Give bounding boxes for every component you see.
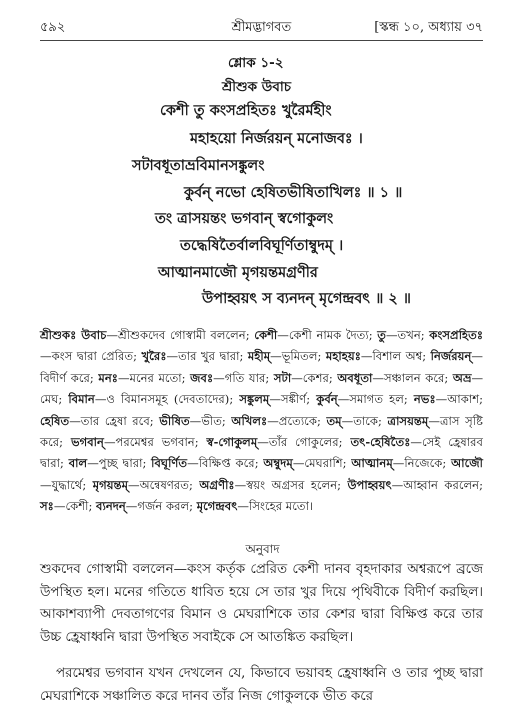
synonym-word: বাল	[68, 456, 88, 471]
synonym-meaning: —পরমেশ্বর ভগবান	[103, 435, 195, 450]
synonym-entry	[326, 414, 378, 428]
synonym-entry	[159, 414, 222, 428]
synonym-word: তম্	[326, 413, 342, 428]
book-title: শ্রীমদ্ভাগবত	[231, 20, 292, 35]
synonym-meaning: —মেঘ	[40, 370, 484, 407]
synonym-meaning: —আকাশ	[435, 392, 480, 407]
translation-text: শুকদেব গোস্বামী বললেন—কংস কর্তৃক প্রেরিত কেশী দানব বৃহদাকার অশ্বরূপে ব্রজে উপস্থিত হল। মনের গতিতে ধাবিত হয়ে সে তার খুর দিয়ে পৃথিবীকে বিদীর্ণ করছিল। আকাশব্যাপী দেবতাগণের বিমান ও মেঘরাশিকে তার কেশর দ্বারা বিক্ষিপ্ত করে তার উচ্চ হ্রেষাধ্বনি দ্বারা উপস্থিত সবাইকে সে আতঙ্কিত করছিল।	[40, 562, 483, 645]
synonym-entry	[316, 392, 404, 406]
synonym-word: মহীম্	[247, 349, 271, 364]
synonym-entry	[254, 328, 368, 342]
synonym-word: অভ্র	[452, 370, 472, 385]
synonym-entry	[96, 499, 189, 513]
synonym-word: ব্যনদন্	[96, 499, 126, 514]
synonym-meaning: —গর্জন করল	[125, 499, 190, 514]
translation-heading: অনুবাদ	[245, 542, 280, 556]
synonym-meaning: —বিদীর্ণ করে	[40, 349, 483, 385]
synonym-entry	[414, 392, 479, 406]
synonym-entry	[337, 371, 444, 385]
synonym-meaning: —তখন	[385, 328, 421, 342]
synonym-meaning: —কংস দ্বারা প্রেরিত	[40, 349, 134, 364]
synonym-meaning: —কেশী	[53, 499, 89, 514]
synonym-word: হেষিত	[40, 413, 70, 428]
synonym-word: বিঘূর্ণিত	[151, 456, 188, 471]
word-for-word-synonyms: শ্রীশুকঃ উবাচ—শ্রীশুকদেব গোস্বামী বললেন; কেশী—কেশী নামক দৈত্য; তু—তখন; কংসপ্রহিতঃ—কংস দ্বারা প্রেরিত; খুরৈঃ—তার খুর দ্বারা; মহীম্—ভূমিতল; মহাহয়ঃ—বিশাল অশ্ব; নির্জরয়ন্—বিদীর্ণ করে; মনঃ—মনের মতো; জবঃ—গতি যার; সটা—কেশর; অবধূতা—সঞ্চালন করে; অভ্র—মেঘ; বিমান—ও বিমানসমূহ (দেবতাদের); সঙ্কুলম্—সঙ্কীর্ণ; কুর্বন্—সমাগত হল; নভঃ—আকাশ; হেষিত—তার হ্রেষা রবে; ভীষিত—ভীত; অখিলঃ—প্রত্যেকে; তম্—তাকে; ত্রাসয়ন্তম্—ত্রাস সৃষ্টি করে; ভগবান্—পরমেশ্বর ভগবান; স্ব-গোকুলম্—তাঁর গোকুলের; তৎ-হেষিতৈঃ—সেই হ্রেষারব দ্বারা; বাল—পুচ্ছ দ্বারা; বিঘূর্ণিত—বিক্ষিপ্ত করে; অম্বুদম্—মেঘরাশি; আত্মানম্—নিজেকে; আজৌ—যুদ্ধার্থে; মৃগয়ন্তম্—অন্বেষণরত; অগ্রণীঃ—স্বয়ং অগ্রসর হলেন; উপাহ্বয়ৎ—আহ্বান করলেন; সঃ—কেশী; ব্যনদন্—গর্জন করল; মৃগেন্দ্রবৎ—সিংহের মতো।	[40, 328, 484, 514]
synonym-word: তু	[377, 328, 386, 342]
chapter-reference: [স্কন্ধ ১০, অধ্যায় ৩৭	[374, 20, 483, 35]
synonym-word: ভীষিত	[159, 413, 190, 428]
synonym-entry	[377, 328, 421, 342]
synonym-meaning: —নিজেকে	[392, 456, 443, 471]
synonym-entry	[197, 499, 313, 513]
synonym-meaning: —সঙ্কীর্ণ	[269, 392, 307, 407]
verse-line: মহাহয়ো নির্জরয়ন্ মনোজবঃ ।	[190, 130, 363, 147]
synonym-meaning: —তাকে	[341, 413, 379, 428]
synonym-entry	[69, 456, 143, 470]
synonym-meaning: —সমাগত হল	[337, 392, 404, 407]
synonym-word: বিমান	[68, 392, 95, 407]
synonym-word: নির্জরয়ন্	[430, 349, 472, 364]
verse-line: তং ত্রাসয়ন্তং ভগবান্ স্বগোকুলং	[155, 210, 334, 227]
synonym-entry	[40, 499, 88, 513]
synonym-entry	[248, 349, 318, 363]
synonym-meaning: —গতি যার	[213, 370, 266, 385]
synonym-entry	[239, 392, 306, 406]
synonym-word: মৃগয়ন্তম্	[92, 477, 129, 492]
synonym-word: অখিলঃ	[231, 413, 268, 428]
synonym-entry	[151, 456, 255, 470]
synonym-word: উপাহ্বয়ৎ	[347, 477, 392, 492]
purport-text: পরমেশ্বর ভগবান যখন দেখলেন যে, কিভাবে ভয়াবহ হ্রেষাধ্বনি ও তার পুচ্ছ দ্বারা মেঘরাশিকে সঞ্চালিত করে দানব তাঁর নিজ গোকুলকে ভীত করে	[40, 666, 483, 704]
synonym-word: নভঃ	[413, 392, 436, 407]
synonym-word: কুর্বন্	[316, 392, 338, 407]
synonym-entry	[263, 456, 342, 470]
synonym-entry	[98, 371, 181, 385]
synonym-word: মৃগেন্দ্রবৎ	[196, 499, 238, 514]
synonym-word: ভগবান্	[70, 435, 104, 450]
synonym-word: আত্মানম্	[351, 456, 393, 471]
synonym-word: খুরৈঃ	[141, 349, 167, 364]
synonym-word: মনঃ	[98, 370, 118, 385]
synonym-meaning: —পুচ্ছ দ্বারা	[87, 456, 143, 471]
synonym-meaning: —ভূমিতল	[270, 349, 318, 364]
synonym-word: মহাহয়ঃ	[325, 349, 361, 364]
synonym-meaning: —সেই হ্রেষারব দ্বারা	[40, 435, 484, 471]
synonym-word: কেশী	[254, 328, 278, 342]
synonym-meaning: —ও বিমানসমূহ (দেবতাদের)	[94, 392, 230, 407]
synonym-meaning: —কেশর	[291, 370, 329, 385]
synonym-word: আজৌ	[451, 456, 483, 471]
synonym-meaning: —যুদ্ধার্থে	[40, 477, 83, 492]
synonym-meaning: —অন্বেষণরত	[128, 477, 189, 492]
synonym-meaning: —প্রত্যেকে	[267, 413, 317, 428]
verse-speaker: শ্রীশুক উবাচ	[222, 79, 292, 95]
header-divider	[40, 40, 483, 41]
synonym-meaning: —সঞ্চালন করে	[372, 370, 445, 385]
synonym-entry	[93, 478, 189, 492]
synonym-meaning: —মনের মতো	[117, 370, 182, 385]
verse-line: কুর্বন্ নভো হেষিতভীষিতাখিলঃ ॥ ১ ॥	[184, 184, 403, 201]
synonym-meaning: —স্বয়ং অগ্রসর হলেন	[234, 477, 338, 492]
synonym-word: শ্রীশুকঃ উবাচ	[40, 328, 107, 342]
page-header	[40, 18, 483, 38]
synonym-word: সঙ্কুলম্	[239, 392, 270, 407]
synonym-entry	[351, 456, 442, 470]
synonym-word: অগ্রণীঃ	[199, 477, 235, 492]
synonym-meaning: —মেঘরাশি	[292, 456, 343, 471]
verse-line: উপাহ্বয়ৎ স ব্যনদন্ মৃগেন্দ্রবৎ ॥ ২ ॥	[202, 290, 412, 307]
synonym-word: সটা	[273, 370, 292, 385]
synonym-meaning: —ভীত	[189, 413, 222, 428]
verse-line: সটাবধূতাভ্রবিমানসঙ্কুলং	[132, 157, 265, 174]
synonym-word: কংসপ্রহিতঃ	[429, 328, 483, 342]
synonym-meaning: —তার হ্রেষা রবে	[69, 413, 150, 428]
synonym-meaning: —তার খুর দ্বারা	[166, 349, 240, 364]
synonym-meaning: —কেশী নামক দৈত্য	[277, 328, 369, 342]
synonym-meaning: —আহ্বান করলেন	[391, 477, 480, 492]
verse-line: কেশী তু কংসপ্রহিতঃ খুরৈর্মহীং	[160, 102, 332, 119]
synonym-meaning: —সিংহের মতো।	[237, 499, 314, 514]
synonym-word: স্ব-গোকুলম্	[206, 435, 258, 450]
synonym-entry	[207, 435, 339, 449]
page-number: ৫৯২	[40, 20, 66, 35]
synonym-word: জবঃ	[190, 370, 214, 385]
synonym-entry	[40, 414, 150, 428]
synonym-word: অম্বুদম্	[263, 456, 293, 471]
synonym-entry	[199, 478, 337, 492]
synonym-word: তৎ-হেষিতৈঃ	[350, 435, 411, 450]
synonym-word: অবধূতা	[337, 370, 373, 385]
synonym-entry	[68, 392, 229, 406]
synonym-word: ত্রাসয়ন্তম্	[387, 413, 429, 428]
verse-line: আত্মানমাজৌ মৃগয়ন্তমগ্রণীর	[158, 264, 318, 281]
synonym-meaning: —শ্রীশুকদেব গোস্বামী বললেন	[106, 328, 246, 342]
synonym-entry	[326, 349, 422, 363]
synonym-meaning: —তাঁর গোকুলের	[257, 435, 339, 450]
synonym-entry	[71, 435, 195, 449]
synonym-entry	[348, 478, 480, 492]
synonym-meaning: —বিক্ষিপ্ত করে	[187, 456, 255, 471]
synonym-meaning: —ত্রাস সৃষ্টি করে	[40, 413, 483, 450]
synonym-entry	[141, 349, 239, 363]
synonym-entry	[274, 371, 329, 385]
verse-line: তদ্ধেষিতৈর্বালবিঘূর্ণিতাম্বুদম্ ।	[180, 237, 344, 254]
synonym-meaning: —বিশাল অশ্ব	[360, 349, 423, 364]
synonym-word: সঃ	[40, 499, 54, 514]
synonym-entry	[231, 414, 317, 428]
synonym-entry	[190, 371, 265, 385]
synonym-entry	[40, 328, 246, 342]
verse-number: শ্লোক ১-২	[228, 55, 284, 71]
